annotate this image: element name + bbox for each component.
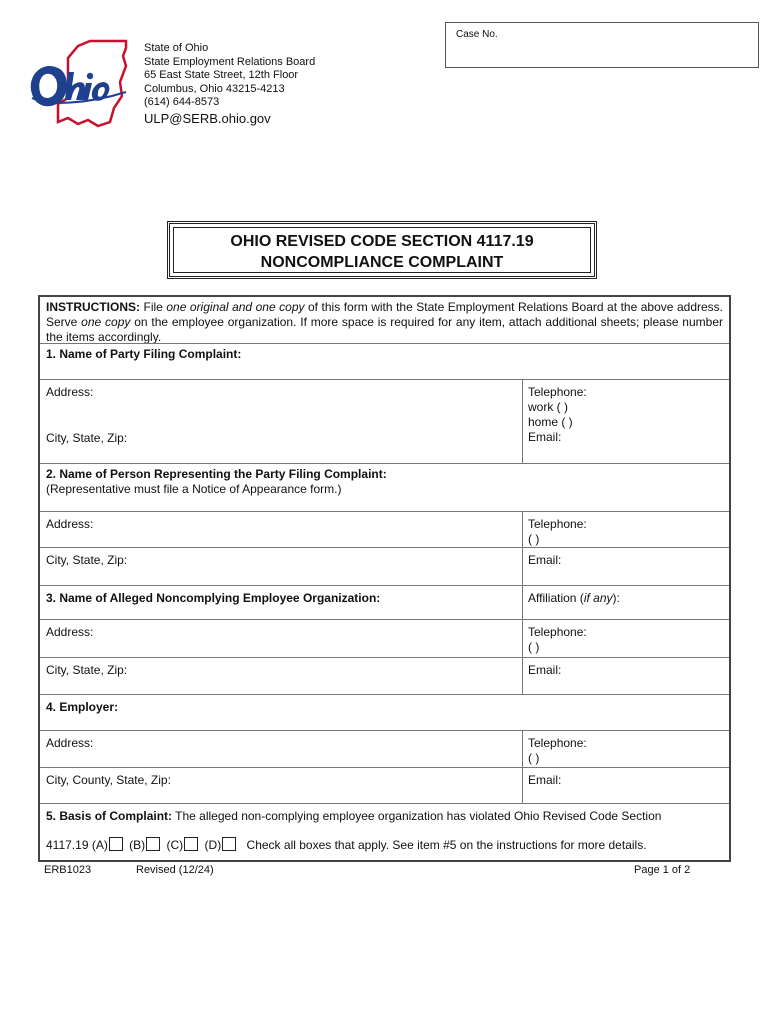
- section2-email-label: Email:: [528, 553, 562, 567]
- section4-email-label: Email:: [528, 773, 562, 787]
- ohio-logo: [28, 38, 138, 130]
- agency-address: [144, 42, 315, 125]
- section3-phone-block: Telephone: ( ): [528, 625, 587, 654]
- section3-city-row[interactable]: [40, 657, 729, 695]
- page-number: Page 1 of 2: [634, 864, 691, 876]
- instructions-text: INSTRUCTIONS: File one original and one copy of this form with the State Employment Relations Board at the above address. Serve one copy on the employee organization. If more space is required for any item, attach additional sheets; please number the items accordingly.: [46, 300, 723, 344]
- section3-address-label: Address:: [46, 625, 94, 639]
- revision-date: Revised (12/24): [136, 864, 214, 876]
- section2-address-row[interactable]: [40, 511, 729, 548]
- section4-address-row[interactable]: [40, 730, 729, 768]
- section1-address-row[interactable]: [40, 379, 729, 464]
- agency-email: ULP@SERB.ohio.gov: [144, 110, 271, 126]
- section1-title: 1. Name of Party Filing Complaint:: [46, 347, 242, 361]
- section2-city-label: City, State, Zip:: [46, 553, 128, 567]
- section5-row: [40, 803, 729, 863]
- case-number-field[interactable]: [445, 22, 759, 68]
- checkbox-d[interactable]: [222, 837, 236, 851]
- section3-address-row[interactable]: [40, 619, 729, 658]
- section4-title-row[interactable]: [40, 694, 729, 731]
- agency-line: (614) 644-8573: [144, 96, 220, 108]
- form-title-line2: NONCOMPLIANCE COMPLAINT: [260, 254, 504, 271]
- section5-text: 5. Basis of Complaint: The alleged non-complying employee organization has violated Ohio Revised Code Section: [46, 809, 662, 823]
- form-number: ERB1023: [44, 864, 92, 876]
- section1-address-label: Address:: [46, 385, 94, 399]
- checkbox-a[interactable]: [109, 837, 123, 851]
- complaint-form: [38, 295, 731, 862]
- section5-hint: Check all boxes that apply. See item #5 on the instructions for more details.: [246, 838, 647, 852]
- section2-phone-block: Telephone: ( ): [528, 517, 587, 546]
- checkbox-b[interactable]: [146, 837, 160, 851]
- section3-city-label: City, State, Zip:: [46, 663, 128, 677]
- section4-address-label: Address:: [46, 736, 94, 750]
- section2-title: 2. Name of Person Representing the Party Filing Complaint:: [46, 467, 387, 481]
- section3-title-row[interactable]: [40, 585, 729, 620]
- section3-email-label: Email:: [528, 663, 562, 677]
- form-title-line1: OHIO REVISED CODE SECTION 4117.19: [230, 233, 534, 250]
- section2-title-row[interactable]: [40, 463, 729, 512]
- section4-phone-block: Telephone: ( ): [528, 736, 587, 765]
- section4-city-row[interactable]: [40, 767, 729, 804]
- section1-city-label: City, State, Zip:: [46, 431, 128, 445]
- case-number-label: Case No.: [456, 29, 498, 40]
- instructions-row: [40, 297, 729, 343]
- section3-title: 3. Name of Alleged Noncomplying Employee Organization:: [46, 591, 381, 605]
- section3-affiliation-label: Affiliation (if any):: [528, 591, 620, 605]
- section2-address-label: Address:: [46, 517, 94, 531]
- section1-title-row[interactable]: [40, 343, 729, 380]
- section2-city-row[interactable]: [40, 547, 729, 586]
- agency-line: 65 East State Street, 12th Floor: [144, 69, 299, 81]
- section4-city-label: City, County, State, Zip:: [46, 773, 171, 787]
- section4-title: 4. Employer:: [46, 700, 119, 714]
- form-title-box: [167, 221, 597, 279]
- section5-checkboxes: 4117.19 (A) (B) (C) (D) Check all boxes that apply. See item #5 on the instructions for more details.: [46, 838, 647, 852]
- agency-line: Columbus, Ohio 43215-4213: [144, 82, 285, 95]
- agency-line: State of Ohio: [144, 42, 209, 54]
- agency-line: State Employment Relations Board: [144, 55, 316, 68]
- checkbox-c[interactable]: [184, 837, 198, 851]
- section1-phone-block: Telephone: work ( ) home ( ) Email:: [528, 385, 587, 444]
- section2-note: (Representative must file a Notice of Appearance form.): [46, 482, 342, 496]
